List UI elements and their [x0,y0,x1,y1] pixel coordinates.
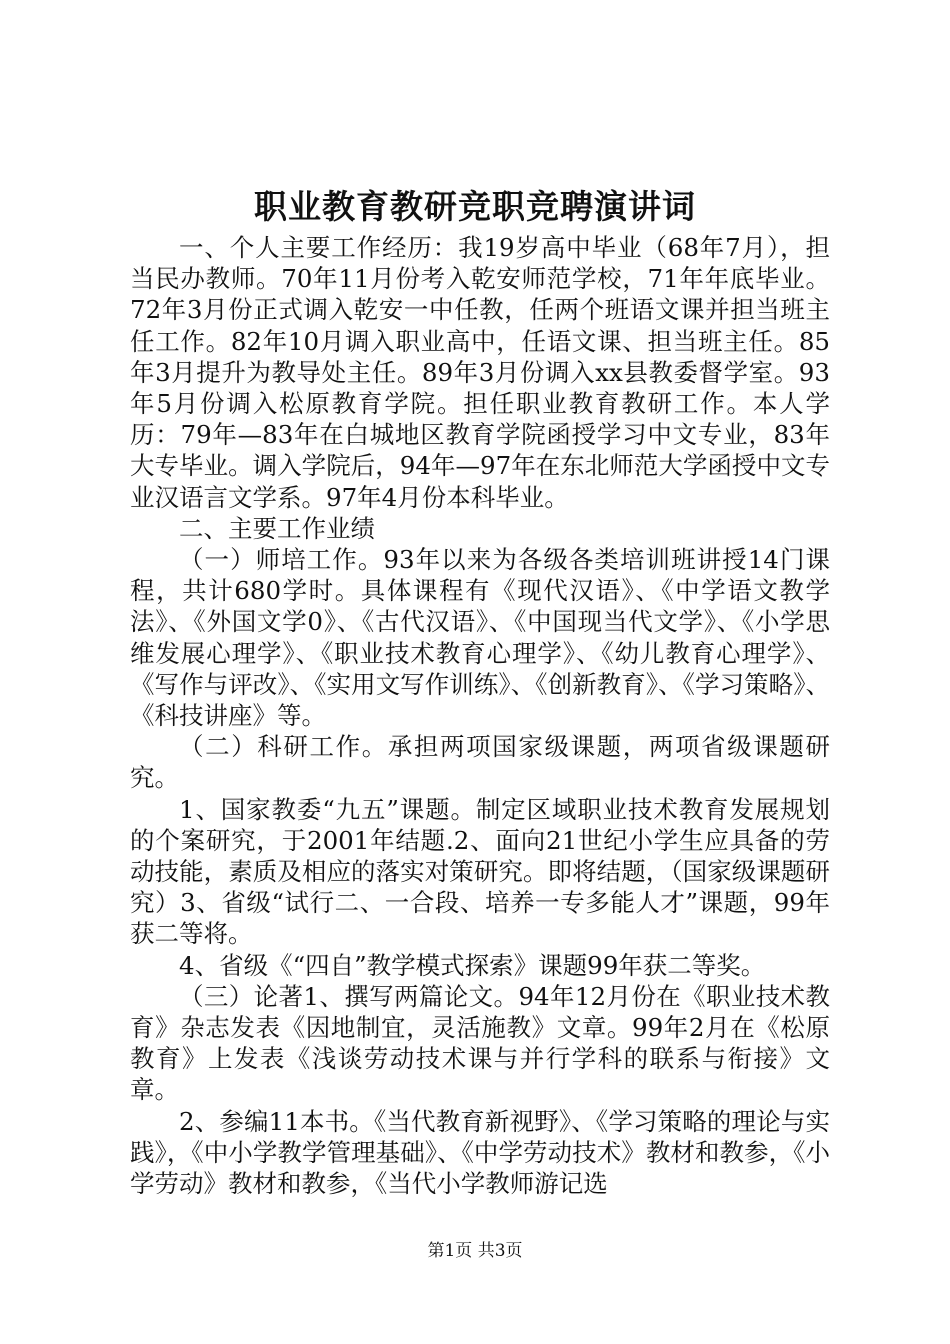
paragraph-research-item-1: 1、国家教委“九五”课题。制定区域职业技术教育发展规划的个案研究，于2001年结题.2、面向21世纪小学生应具备的劳动技能，素质及相应的落实对策研究。即将结题，（国家级课题研究）3、省级“试行二、一合段、培养一专多能人才”课题，99年获二等将。 [130,794,830,949]
paragraph-publications: （三）论著1、撰写两篇论文。94年12月份在《职业技术教育》杂志发表《因地制宜，灵活施教》文章。99年2月在《松原教育》上发表《浅谈劳动技术课与并行学科的联系与衔接》文章。 [130,981,830,1105]
document-body [130,232,830,1199]
paragraph-teacher-training: （一）师培工作。93年以来为各级各类培训班讲授14门课程，共计680学时。具体课程有《现代汉语》、《中学语文教学法》、《外国文学0》、《古代汉语》、《中国现当代文学》、《小学思维发展心理学》、《职业技术教育心理学》、《幼儿教育心理学》、《写作与评改》、《实用文写作训练》、《创新教育》、《学习策略》、《科技讲座》等。 [130,545,830,731]
paragraph-books: 2、参编11本书。《当代教育新视野》、《学习策略的理论与实践》，《中小学教学管理基础》、《中学劳动技术》教材和教参，《小学劳动》教材和教参，《当代小学教师游记选 [130,1106,830,1199]
paragraph-research-work: （二）科研工作。承担两项国家级课题，两项省级课题研究。 [130,732,830,793]
paragraph-research-item-4: 4、省级《“四自”教学模式探索》课题99年获二等奖。 [179,950,766,980]
document-title: 职业教育教研竞职竞聘演讲词 [254,187,696,226]
page-number-footer: 第1页 共3页 [427,1241,523,1261]
heading-main-achievements: 二、主要工作业绩 [179,513,375,543]
paragraph-work-experience: 一、个人主要工作经历：我19岁高中毕业（68年7月），担当民办教师。70年11月份考入乾安师范学校，71年年底毕业。72年3月份正式调入乾安一中任教，任两个班语文课并担当班主任工作。82年10月调入职业高中，任语文课、担当班主任。85年3月提升为教导处主任。89年3月份调入xx县教委督学室。93年5月份调入松原教育学院。担任职业教育教研工作。本人学历：79年—83年在白城地区教育学院函授学习中文专业，83年大专毕业。调入学院后，94年—97年在东北师范大学函授中文专业汉语言文学系。97年4月份本科毕业。 [130,233,830,512]
